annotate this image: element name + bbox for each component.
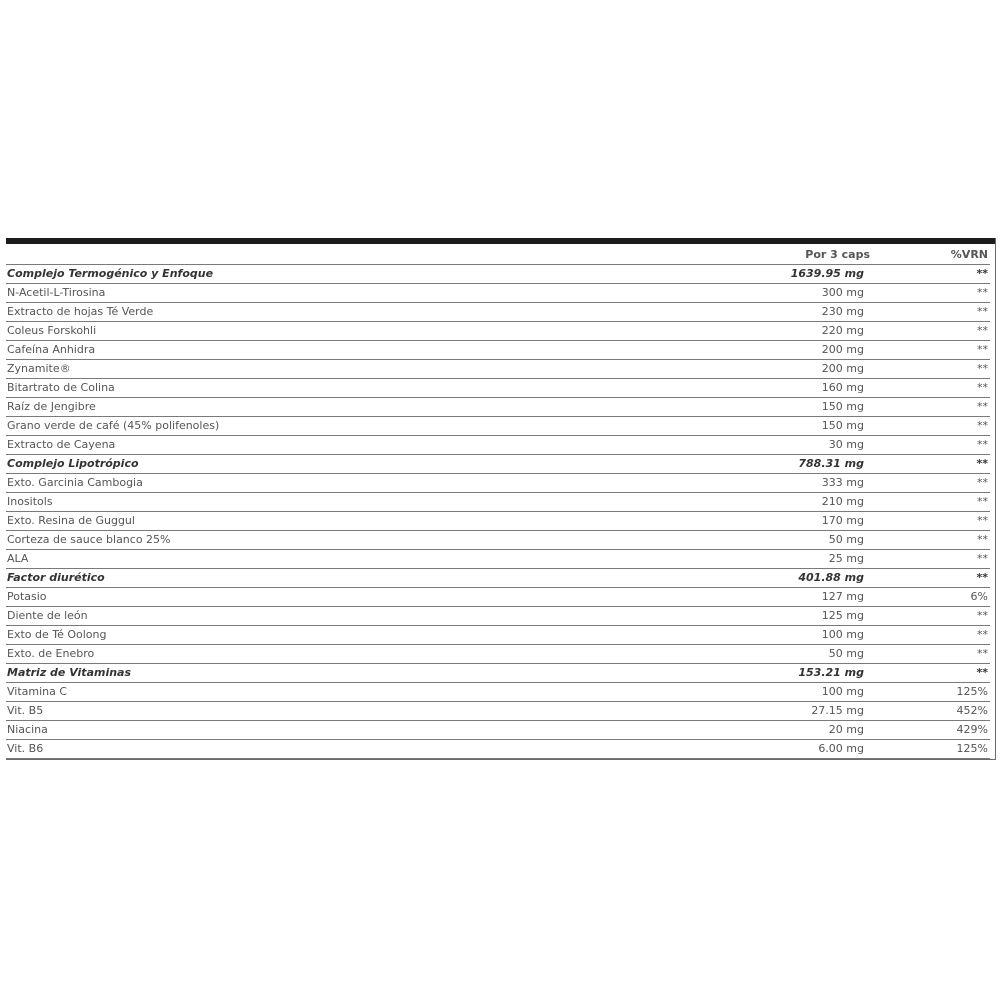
ingredient-name: Extracto de Cayena (6, 436, 706, 455)
ingredient-name: Exto. de Enebro (6, 645, 706, 664)
ingredient-amount: 153.21 mg (706, 664, 876, 683)
ingredient-vrn: 452% (876, 702, 990, 721)
ingredient-amount: 50 mg (706, 645, 876, 664)
ingredient-vrn: ** (876, 512, 990, 531)
ingredient-vrn: ** (876, 607, 990, 626)
ingredient-amount: 125 mg (706, 607, 876, 626)
table-row (6, 303, 990, 322)
table-row (6, 721, 990, 740)
ingredient-vrn: 125% (876, 740, 990, 759)
ingredient-amount: 100 mg (706, 683, 876, 702)
ingredient-vrn: 6% (876, 588, 990, 607)
ingredient-name: Vit. B5 (6, 702, 706, 721)
ingredient-amount: 50 mg (706, 531, 876, 550)
ingredient-name: Factor diurético (6, 569, 706, 588)
ingredient-name: Grano verde de café (45% polifenoles) (6, 417, 706, 436)
table-row (6, 702, 990, 721)
ingredient-name: Bitartrato de Colina (6, 379, 706, 398)
table-row (6, 284, 990, 303)
table-header-row (6, 246, 990, 265)
ingredient-vrn: ** (876, 379, 990, 398)
ingredient-name: Exto. Resina de Guggul (6, 512, 706, 531)
ingredient-amount: 27.15 mg (706, 702, 876, 721)
table-group-row (6, 265, 990, 284)
table-row (6, 645, 990, 664)
table-row (6, 531, 990, 550)
ingredient-vrn: ** (876, 455, 990, 474)
ingredient-amount: 333 mg (706, 474, 876, 493)
header-vrn: %VRN (876, 246, 990, 265)
table-row (6, 588, 990, 607)
ingredient-amount: 220 mg (706, 322, 876, 341)
ingredient-name: Coleus Forskohli (6, 322, 706, 341)
ingredient-vrn: ** (876, 436, 990, 455)
ingredient-vrn: ** (876, 341, 990, 360)
table-group-row (6, 664, 990, 683)
table-row (6, 360, 990, 379)
table-row (6, 626, 990, 645)
header-bar (6, 238, 995, 244)
ingredient-name: Extracto de hojas Té Verde (6, 303, 706, 322)
ingredient-amount: 160 mg (706, 379, 876, 398)
nutrition-table (6, 246, 990, 759)
ingredient-amount: 230 mg (706, 303, 876, 322)
ingredient-name: Corteza de sauce blanco 25% (6, 531, 706, 550)
header-per-serving: Por 3 caps (706, 246, 876, 265)
ingredient-amount: 200 mg (706, 341, 876, 360)
ingredient-amount: 788.31 mg (706, 455, 876, 474)
ingredient-amount: 300 mg (706, 284, 876, 303)
table-row (6, 474, 990, 493)
ingredient-amount: 401.88 mg (706, 569, 876, 588)
ingredient-vrn: ** (876, 474, 990, 493)
table-row (6, 607, 990, 626)
table-group-row (6, 455, 990, 474)
ingredient-name: Inositols (6, 493, 706, 512)
table-row (6, 379, 990, 398)
ingredient-amount: 6.00 mg (706, 740, 876, 759)
ingredient-name: Niacina (6, 721, 706, 740)
table-row (6, 436, 990, 455)
ingredient-name: Diente de león (6, 607, 706, 626)
ingredient-vrn: ** (876, 569, 990, 588)
ingredient-amount: 170 mg (706, 512, 876, 531)
ingredient-name: Vit. B6 (6, 740, 706, 759)
nutrition-facts-panel (6, 238, 996, 760)
table-row (6, 417, 990, 436)
ingredient-amount: 150 mg (706, 398, 876, 417)
ingredient-amount: 150 mg (706, 417, 876, 436)
ingredient-vrn: ** (876, 360, 990, 379)
ingredient-name: Raíz de Jengibre (6, 398, 706, 417)
ingredient-amount: 200 mg (706, 360, 876, 379)
table-row (6, 398, 990, 417)
ingredient-vrn: ** (876, 626, 990, 645)
ingredient-vrn: ** (876, 664, 990, 683)
table-row (6, 740, 990, 759)
ingredient-name: Cafeína Anhidra (6, 341, 706, 360)
ingredient-vrn: ** (876, 265, 990, 284)
table-row (6, 322, 990, 341)
ingredient-vrn: 125% (876, 683, 990, 702)
ingredient-name: Vitamina C (6, 683, 706, 702)
ingredient-name: Exto de Té Oolong (6, 626, 706, 645)
ingredient-amount: 1639.95 mg (706, 265, 876, 284)
ingredient-name: Complejo Lipotrópico (6, 455, 706, 474)
ingredient-vrn: ** (876, 550, 990, 569)
ingredient-amount: 100 mg (706, 626, 876, 645)
ingredient-name: Matriz de Vitaminas (6, 664, 706, 683)
header-ingredient (6, 246, 706, 265)
ingredient-vrn: ** (876, 398, 990, 417)
ingredient-amount: 30 mg (706, 436, 876, 455)
ingredient-vrn: ** (876, 284, 990, 303)
table-group-row (6, 569, 990, 588)
ingredient-vrn: ** (876, 303, 990, 322)
ingredient-amount: 25 mg (706, 550, 876, 569)
ingredient-vrn: ** (876, 531, 990, 550)
ingredient-amount: 210 mg (706, 493, 876, 512)
table-row (6, 512, 990, 531)
ingredient-vrn: 429% (876, 721, 990, 740)
ingredient-name: Potasio (6, 588, 706, 607)
ingredient-amount: 127 mg (706, 588, 876, 607)
table-row (6, 550, 990, 569)
ingredient-name: Complejo Termogénico y Enfoque (6, 265, 706, 284)
table-row (6, 683, 990, 702)
table-row (6, 493, 990, 512)
ingredient-vrn: ** (876, 645, 990, 664)
ingredient-vrn: ** (876, 322, 990, 341)
ingredient-vrn: ** (876, 493, 990, 512)
ingredient-name: Zynamite® (6, 360, 706, 379)
ingredient-vrn: ** (876, 417, 990, 436)
ingredient-amount: 20 mg (706, 721, 876, 740)
ingredient-name: Exto. Garcinia Cambogia (6, 474, 706, 493)
table-row (6, 341, 990, 360)
ingredient-name: ALA (6, 550, 706, 569)
ingredient-name: N-Acetil-L-Tirosina (6, 284, 706, 303)
